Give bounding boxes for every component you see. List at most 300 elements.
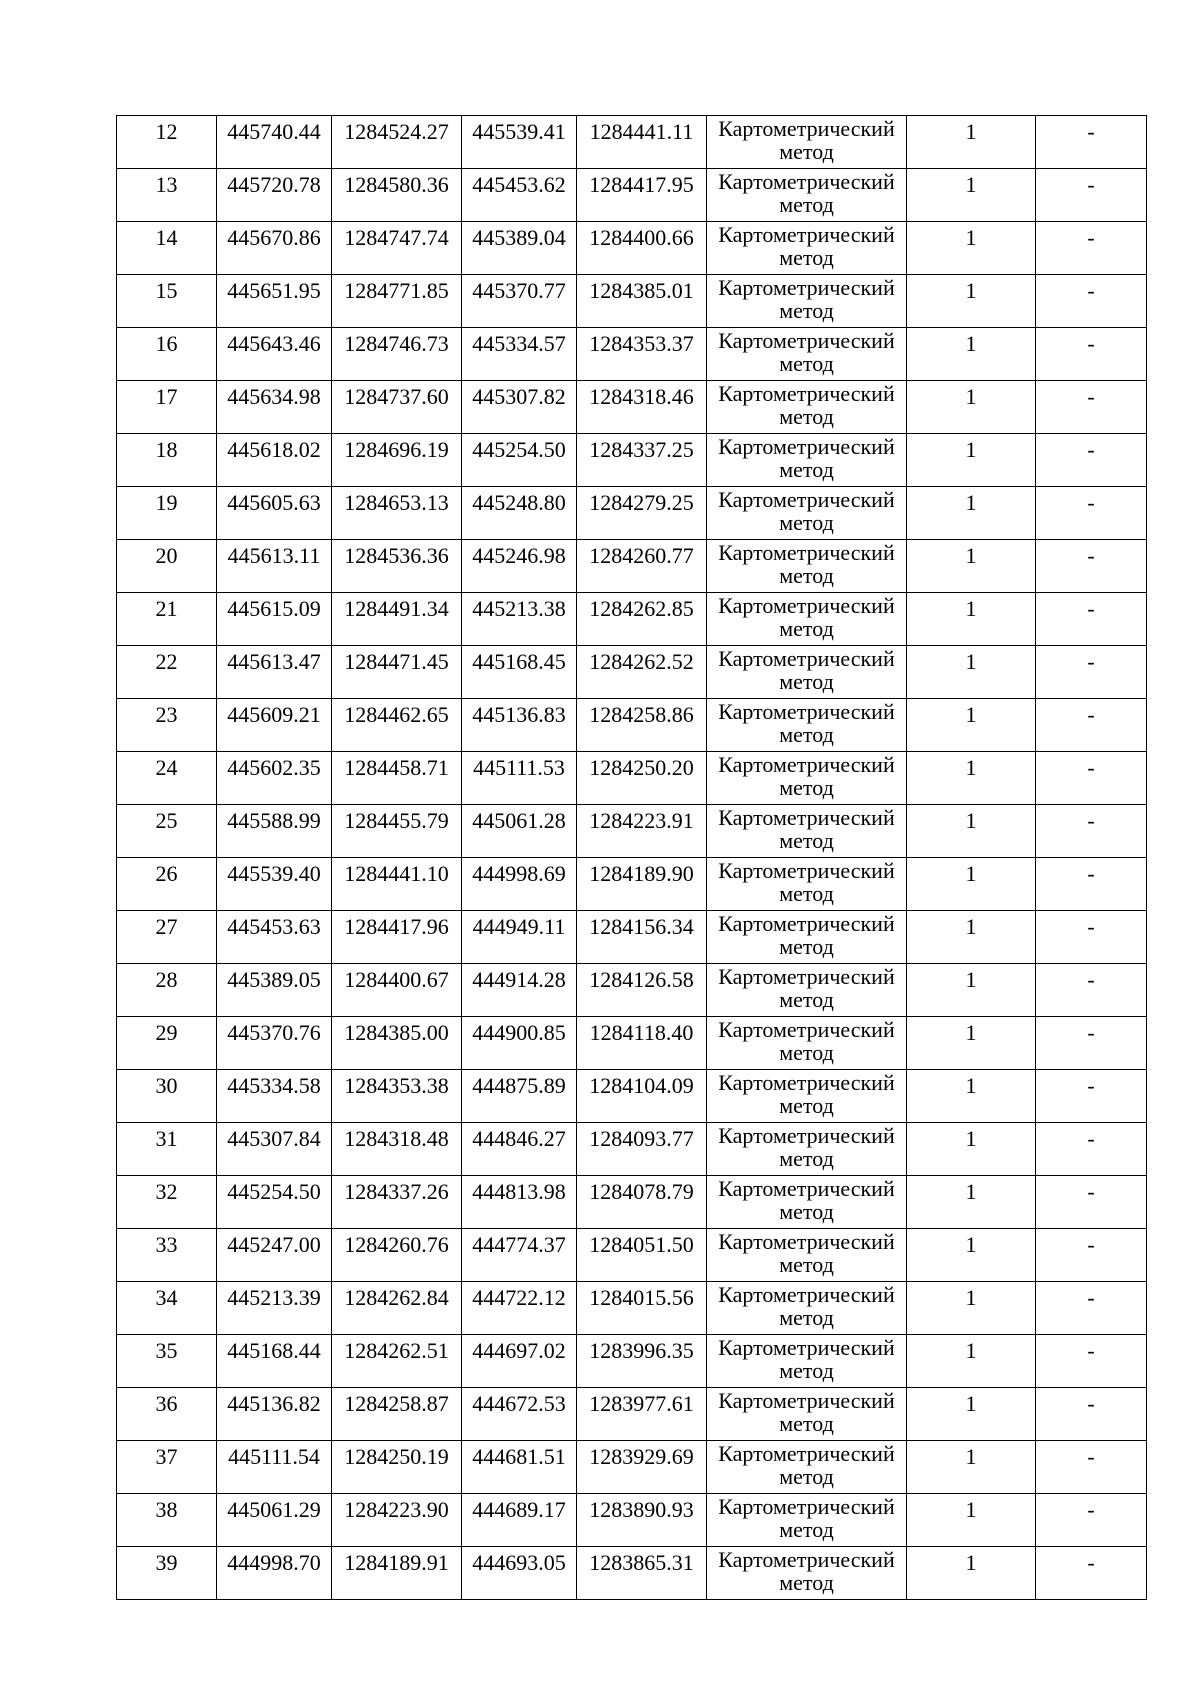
x2-coordinate-cell: 445213.38 bbox=[462, 593, 577, 646]
note-cell: - bbox=[1036, 540, 1147, 593]
x2-coordinate-cell: 444846.27 bbox=[462, 1123, 577, 1176]
method-line-2: метод bbox=[779, 828, 834, 853]
method-line-1: Картометрический bbox=[718, 275, 895, 300]
x2-coordinate-cell: 445111.53 bbox=[462, 752, 577, 805]
method-cell bbox=[707, 1070, 907, 1123]
accuracy-cell: 1 bbox=[907, 487, 1036, 540]
point-number-cell: 17 bbox=[117, 381, 217, 434]
note-cell: - bbox=[1036, 1441, 1147, 1494]
accuracy-cell: 1 bbox=[907, 328, 1036, 381]
note-cell: - bbox=[1036, 487, 1147, 540]
method-cell bbox=[707, 275, 907, 328]
method-line-1: Картометрический bbox=[718, 752, 895, 777]
method-line-2: метод bbox=[779, 934, 834, 959]
point-number-cell: 39 bbox=[117, 1547, 217, 1600]
point-number-cell: 28 bbox=[117, 964, 217, 1017]
method-line-1: Картометрический bbox=[718, 381, 895, 406]
method-line-2: метод bbox=[779, 245, 834, 270]
method-cell bbox=[707, 911, 907, 964]
table-row bbox=[117, 964, 1147, 1017]
table-row bbox=[117, 487, 1147, 540]
x2-coordinate-cell: 444689.17 bbox=[462, 1494, 577, 1547]
x2-coordinate-cell: 445334.57 bbox=[462, 328, 577, 381]
method-line-2: метод bbox=[779, 563, 834, 588]
x1-coordinate-cell: 445651.95 bbox=[217, 275, 332, 328]
method-cell bbox=[707, 858, 907, 911]
point-number-cell: 21 bbox=[117, 593, 217, 646]
table-row bbox=[117, 1335, 1147, 1388]
note-cell: - bbox=[1036, 1282, 1147, 1335]
method-line-2: метод bbox=[779, 139, 834, 164]
note-cell: - bbox=[1036, 328, 1147, 381]
point-number-cell: 16 bbox=[117, 328, 217, 381]
point-number-cell: 27 bbox=[117, 911, 217, 964]
x2-coordinate-cell: 444914.28 bbox=[462, 964, 577, 1017]
method-cell bbox=[707, 222, 907, 275]
method-cell bbox=[707, 1547, 907, 1600]
point-number-cell: 13 bbox=[117, 169, 217, 222]
y1-coordinate-cell: 1284262.84 bbox=[332, 1282, 462, 1335]
x1-coordinate-cell: 445720.78 bbox=[217, 169, 332, 222]
note-cell: - bbox=[1036, 1335, 1147, 1388]
method-line-2: метод bbox=[779, 1252, 834, 1277]
method-cell bbox=[707, 752, 907, 805]
note-cell: - bbox=[1036, 1494, 1147, 1547]
x2-coordinate-cell: 444722.12 bbox=[462, 1282, 577, 1335]
y1-coordinate-cell: 1284524.27 bbox=[332, 116, 462, 169]
y1-coordinate-cell: 1284260.76 bbox=[332, 1229, 462, 1282]
y2-coordinate-cell: 1284118.40 bbox=[577, 1017, 707, 1070]
y2-coordinate-cell: 1284385.01 bbox=[577, 275, 707, 328]
method-line-1: Картометрический bbox=[718, 540, 895, 565]
note-cell: - bbox=[1036, 381, 1147, 434]
note-cell: - bbox=[1036, 1017, 1147, 1070]
table-row bbox=[117, 699, 1147, 752]
y2-coordinate-cell: 1283996.35 bbox=[577, 1335, 707, 1388]
point-number-cell: 26 bbox=[117, 858, 217, 911]
method-line-1: Картометрический bbox=[718, 1070, 895, 1095]
y2-coordinate-cell: 1284093.77 bbox=[577, 1123, 707, 1176]
table-row bbox=[117, 169, 1147, 222]
point-number-cell: 18 bbox=[117, 434, 217, 487]
table-row bbox=[117, 116, 1147, 169]
note-cell: - bbox=[1036, 434, 1147, 487]
accuracy-cell: 1 bbox=[907, 1176, 1036, 1229]
note-cell: - bbox=[1036, 1176, 1147, 1229]
point-number-cell: 24 bbox=[117, 752, 217, 805]
x1-coordinate-cell: 445740.44 bbox=[217, 116, 332, 169]
y1-coordinate-cell: 1284400.67 bbox=[332, 964, 462, 1017]
x1-coordinate-cell: 445136.82 bbox=[217, 1388, 332, 1441]
method-line-2: метод bbox=[779, 1411, 834, 1436]
x1-coordinate-cell: 445605.63 bbox=[217, 487, 332, 540]
y2-coordinate-cell: 1284262.85 bbox=[577, 593, 707, 646]
x2-coordinate-cell: 444949.11 bbox=[462, 911, 577, 964]
y1-coordinate-cell: 1284746.73 bbox=[332, 328, 462, 381]
method-line-1: Картометрический bbox=[718, 699, 895, 724]
table-row bbox=[117, 858, 1147, 911]
x2-coordinate-cell: 444693.05 bbox=[462, 1547, 577, 1600]
table-row bbox=[117, 752, 1147, 805]
method-cell bbox=[707, 964, 907, 1017]
method-line-2: метод bbox=[779, 1570, 834, 1595]
x2-coordinate-cell: 444681.51 bbox=[462, 1441, 577, 1494]
method-line-1: Картометрический bbox=[718, 646, 895, 671]
method-line-1: Картометрический bbox=[718, 1388, 895, 1413]
note-cell: - bbox=[1036, 116, 1147, 169]
note-cell: - bbox=[1036, 911, 1147, 964]
y1-coordinate-cell: 1284318.48 bbox=[332, 1123, 462, 1176]
method-line-2: метод bbox=[779, 1464, 834, 1489]
x1-coordinate-cell: 445670.86 bbox=[217, 222, 332, 275]
method-cell bbox=[707, 1494, 907, 1547]
note-cell: - bbox=[1036, 1229, 1147, 1282]
accuracy-cell: 1 bbox=[907, 1335, 1036, 1388]
accuracy-cell: 1 bbox=[907, 381, 1036, 434]
method-cell bbox=[707, 593, 907, 646]
method-line-1: Картометрический bbox=[718, 805, 895, 830]
method-cell bbox=[707, 434, 907, 487]
point-number-cell: 15 bbox=[117, 275, 217, 328]
table-row bbox=[117, 1441, 1147, 1494]
accuracy-cell: 1 bbox=[907, 1017, 1036, 1070]
x1-coordinate-cell: 445634.98 bbox=[217, 381, 332, 434]
method-line-1: Картометрический bbox=[718, 1017, 895, 1042]
y1-coordinate-cell: 1284696.19 bbox=[332, 434, 462, 487]
note-cell: - bbox=[1036, 1388, 1147, 1441]
accuracy-cell: 1 bbox=[907, 858, 1036, 911]
x2-coordinate-cell: 444998.69 bbox=[462, 858, 577, 911]
note-cell: - bbox=[1036, 593, 1147, 646]
method-line-2: метод bbox=[779, 775, 834, 800]
x2-coordinate-cell: 445370.77 bbox=[462, 275, 577, 328]
method-line-2: метод bbox=[779, 351, 834, 376]
method-line-1: Картометрический bbox=[718, 1176, 895, 1201]
y2-coordinate-cell: 1284417.95 bbox=[577, 169, 707, 222]
table-row bbox=[117, 434, 1147, 487]
accuracy-cell: 1 bbox=[907, 1282, 1036, 1335]
method-line-2: метод bbox=[779, 1199, 834, 1224]
y1-coordinate-cell: 1284189.91 bbox=[332, 1547, 462, 1600]
x1-coordinate-cell: 445061.29 bbox=[217, 1494, 332, 1547]
accuracy-cell: 1 bbox=[907, 1229, 1036, 1282]
table-row bbox=[117, 1176, 1147, 1229]
accuracy-cell: 1 bbox=[907, 169, 1036, 222]
method-cell bbox=[707, 1229, 907, 1282]
table-row bbox=[117, 275, 1147, 328]
note-cell: - bbox=[1036, 275, 1147, 328]
x2-coordinate-cell: 444900.85 bbox=[462, 1017, 577, 1070]
accuracy-cell: 1 bbox=[907, 275, 1036, 328]
method-cell bbox=[707, 116, 907, 169]
y2-coordinate-cell: 1284156.34 bbox=[577, 911, 707, 964]
method-cell bbox=[707, 328, 907, 381]
y2-coordinate-cell: 1283865.31 bbox=[577, 1547, 707, 1600]
method-cell bbox=[707, 381, 907, 434]
method-line-1: Картометрический bbox=[718, 1441, 895, 1466]
note-cell: - bbox=[1036, 805, 1147, 858]
coordinates-table bbox=[116, 115, 1147, 1600]
table-body bbox=[117, 116, 1147, 1600]
point-number-cell: 23 bbox=[117, 699, 217, 752]
method-line-2: метод bbox=[779, 1146, 834, 1171]
table-row bbox=[117, 540, 1147, 593]
method-line-1: Картометрический bbox=[718, 222, 895, 247]
y2-coordinate-cell: 1284260.77 bbox=[577, 540, 707, 593]
accuracy-cell: 1 bbox=[907, 911, 1036, 964]
x1-coordinate-cell: 445168.44 bbox=[217, 1335, 332, 1388]
point-number-cell: 35 bbox=[117, 1335, 217, 1388]
x2-coordinate-cell: 445254.50 bbox=[462, 434, 577, 487]
method-cell bbox=[707, 1017, 907, 1070]
table-row bbox=[117, 222, 1147, 275]
x1-coordinate-cell: 445588.99 bbox=[217, 805, 332, 858]
accuracy-cell: 1 bbox=[907, 699, 1036, 752]
point-number-cell: 19 bbox=[117, 487, 217, 540]
note-cell: - bbox=[1036, 752, 1147, 805]
method-line-2: метод bbox=[779, 1358, 834, 1383]
x1-coordinate-cell: 445602.35 bbox=[217, 752, 332, 805]
x2-coordinate-cell: 445061.28 bbox=[462, 805, 577, 858]
accuracy-cell: 1 bbox=[907, 646, 1036, 699]
y1-coordinate-cell: 1284455.79 bbox=[332, 805, 462, 858]
accuracy-cell: 1 bbox=[907, 434, 1036, 487]
y2-coordinate-cell: 1284223.91 bbox=[577, 805, 707, 858]
accuracy-cell: 1 bbox=[907, 1123, 1036, 1176]
method-line-1: Картометрический bbox=[718, 1547, 895, 1572]
point-number-cell: 29 bbox=[117, 1017, 217, 1070]
x1-coordinate-cell: 445213.39 bbox=[217, 1282, 332, 1335]
y1-coordinate-cell: 1284536.36 bbox=[332, 540, 462, 593]
y1-coordinate-cell: 1284737.60 bbox=[332, 381, 462, 434]
point-number-cell: 31 bbox=[117, 1123, 217, 1176]
y1-coordinate-cell: 1284385.00 bbox=[332, 1017, 462, 1070]
point-number-cell: 32 bbox=[117, 1176, 217, 1229]
x1-coordinate-cell: 445643.46 bbox=[217, 328, 332, 381]
method-line-2: метод bbox=[779, 616, 834, 641]
y2-coordinate-cell: 1283890.93 bbox=[577, 1494, 707, 1547]
method-line-2: метод bbox=[779, 987, 834, 1012]
y2-coordinate-cell: 1284337.25 bbox=[577, 434, 707, 487]
accuracy-cell: 1 bbox=[907, 964, 1036, 1017]
table-row bbox=[117, 328, 1147, 381]
x1-coordinate-cell: 445334.58 bbox=[217, 1070, 332, 1123]
method-line-1: Картометрический bbox=[718, 328, 895, 353]
method-line-1: Картометрический bbox=[718, 1335, 895, 1360]
method-cell bbox=[707, 169, 907, 222]
point-number-cell: 25 bbox=[117, 805, 217, 858]
table-row bbox=[117, 1070, 1147, 1123]
note-cell: - bbox=[1036, 964, 1147, 1017]
table-row bbox=[117, 1123, 1147, 1176]
y1-coordinate-cell: 1284258.87 bbox=[332, 1388, 462, 1441]
method-line-2: метод bbox=[779, 404, 834, 429]
y2-coordinate-cell: 1284104.09 bbox=[577, 1070, 707, 1123]
y1-coordinate-cell: 1284417.96 bbox=[332, 911, 462, 964]
method-cell bbox=[707, 805, 907, 858]
method-cell bbox=[707, 487, 907, 540]
method-cell bbox=[707, 540, 907, 593]
x2-coordinate-cell: 445246.98 bbox=[462, 540, 577, 593]
y1-coordinate-cell: 1284262.51 bbox=[332, 1335, 462, 1388]
x1-coordinate-cell: 445618.02 bbox=[217, 434, 332, 487]
method-cell bbox=[707, 1388, 907, 1441]
y1-coordinate-cell: 1284653.13 bbox=[332, 487, 462, 540]
point-number-cell: 38 bbox=[117, 1494, 217, 1547]
y2-coordinate-cell: 1284318.46 bbox=[577, 381, 707, 434]
point-number-cell: 30 bbox=[117, 1070, 217, 1123]
x2-coordinate-cell: 444672.53 bbox=[462, 1388, 577, 1441]
note-cell: - bbox=[1036, 1070, 1147, 1123]
table-row bbox=[117, 646, 1147, 699]
method-cell bbox=[707, 1123, 907, 1176]
method-line-1: Картометрический bbox=[718, 434, 895, 459]
table-row bbox=[117, 911, 1147, 964]
y1-coordinate-cell: 1284580.36 bbox=[332, 169, 462, 222]
table-row bbox=[117, 1017, 1147, 1070]
point-number-cell: 14 bbox=[117, 222, 217, 275]
note-cell: - bbox=[1036, 1547, 1147, 1600]
x1-coordinate-cell: 445389.05 bbox=[217, 964, 332, 1017]
x1-coordinate-cell: 445613.11 bbox=[217, 540, 332, 593]
y2-coordinate-cell: 1284400.66 bbox=[577, 222, 707, 275]
accuracy-cell: 1 bbox=[907, 116, 1036, 169]
point-number-cell: 12 bbox=[117, 116, 217, 169]
x1-coordinate-cell: 445247.00 bbox=[217, 1229, 332, 1282]
y2-coordinate-cell: 1284441.11 bbox=[577, 116, 707, 169]
note-cell: - bbox=[1036, 1123, 1147, 1176]
x1-coordinate-cell: 445613.47 bbox=[217, 646, 332, 699]
method-line-2: метод bbox=[779, 669, 834, 694]
method-line-2: метод bbox=[779, 298, 834, 323]
table-row bbox=[117, 1388, 1147, 1441]
x2-coordinate-cell: 444774.37 bbox=[462, 1229, 577, 1282]
y1-coordinate-cell: 1284441.10 bbox=[332, 858, 462, 911]
method-line-2: метод bbox=[779, 1040, 834, 1065]
y2-coordinate-cell: 1284078.79 bbox=[577, 1176, 707, 1229]
y1-coordinate-cell: 1284250.19 bbox=[332, 1441, 462, 1494]
note-cell: - bbox=[1036, 699, 1147, 752]
accuracy-cell: 1 bbox=[907, 752, 1036, 805]
method-line-1: Картометрический bbox=[718, 487, 895, 512]
y1-coordinate-cell: 1284223.90 bbox=[332, 1494, 462, 1547]
method-line-1: Картометрический bbox=[718, 1282, 895, 1307]
y1-coordinate-cell: 1284458.71 bbox=[332, 752, 462, 805]
x2-coordinate-cell: 445389.04 bbox=[462, 222, 577, 275]
y2-coordinate-cell: 1283929.69 bbox=[577, 1441, 707, 1494]
method-cell bbox=[707, 1335, 907, 1388]
accuracy-cell: 1 bbox=[907, 222, 1036, 275]
table-row bbox=[117, 593, 1147, 646]
method-line-1: Картометрический bbox=[718, 1123, 895, 1148]
accuracy-cell: 1 bbox=[907, 805, 1036, 858]
x1-coordinate-cell: 445453.63 bbox=[217, 911, 332, 964]
x1-coordinate-cell: 445615.09 bbox=[217, 593, 332, 646]
note-cell: - bbox=[1036, 858, 1147, 911]
y1-coordinate-cell: 1284353.38 bbox=[332, 1070, 462, 1123]
accuracy-cell: 1 bbox=[907, 1494, 1036, 1547]
method-line-2: метод bbox=[779, 1093, 834, 1118]
accuracy-cell: 1 bbox=[907, 1388, 1036, 1441]
y1-coordinate-cell: 1284747.74 bbox=[332, 222, 462, 275]
x1-coordinate-cell: 445370.76 bbox=[217, 1017, 332, 1070]
point-number-cell: 34 bbox=[117, 1282, 217, 1335]
method-line-2: метод bbox=[779, 457, 834, 482]
y1-coordinate-cell: 1284491.34 bbox=[332, 593, 462, 646]
y2-coordinate-cell: 1284051.50 bbox=[577, 1229, 707, 1282]
method-line-1: Картометрический bbox=[718, 858, 895, 883]
method-cell bbox=[707, 1282, 907, 1335]
accuracy-cell: 1 bbox=[907, 1547, 1036, 1600]
x1-coordinate-cell: 445609.21 bbox=[217, 699, 332, 752]
point-number-cell: 20 bbox=[117, 540, 217, 593]
y1-coordinate-cell: 1284471.45 bbox=[332, 646, 462, 699]
method-line-1: Картометрический bbox=[718, 964, 895, 989]
x2-coordinate-cell: 445539.41 bbox=[462, 116, 577, 169]
accuracy-cell: 1 bbox=[907, 1070, 1036, 1123]
note-cell: - bbox=[1036, 169, 1147, 222]
point-number-cell: 33 bbox=[117, 1229, 217, 1282]
y2-coordinate-cell: 1284262.52 bbox=[577, 646, 707, 699]
x2-coordinate-cell: 445307.82 bbox=[462, 381, 577, 434]
accuracy-cell: 1 bbox=[907, 593, 1036, 646]
y2-coordinate-cell: 1284279.25 bbox=[577, 487, 707, 540]
method-line-1: Картометрический bbox=[718, 1494, 895, 1519]
method-line-2: метод bbox=[779, 510, 834, 535]
method-line-2: метод bbox=[779, 881, 834, 906]
y1-coordinate-cell: 1284771.85 bbox=[332, 275, 462, 328]
accuracy-cell: 1 bbox=[907, 1441, 1036, 1494]
note-cell: - bbox=[1036, 646, 1147, 699]
method-cell bbox=[707, 1176, 907, 1229]
y1-coordinate-cell: 1284462.65 bbox=[332, 699, 462, 752]
table-row bbox=[117, 1547, 1147, 1600]
x2-coordinate-cell: 444813.98 bbox=[462, 1176, 577, 1229]
table-row bbox=[117, 1229, 1147, 1282]
y2-coordinate-cell: 1284189.90 bbox=[577, 858, 707, 911]
method-line-1: Картометрический bbox=[718, 116, 895, 141]
method-line-1: Картометрический bbox=[718, 593, 895, 618]
x1-coordinate-cell: 445307.84 bbox=[217, 1123, 332, 1176]
x2-coordinate-cell: 445168.45 bbox=[462, 646, 577, 699]
x2-coordinate-cell: 445248.80 bbox=[462, 487, 577, 540]
x2-coordinate-cell: 444875.89 bbox=[462, 1070, 577, 1123]
x2-coordinate-cell: 445453.62 bbox=[462, 169, 577, 222]
table-row bbox=[117, 1282, 1147, 1335]
table-row bbox=[117, 381, 1147, 434]
method-cell bbox=[707, 1441, 907, 1494]
y2-coordinate-cell: 1284250.20 bbox=[577, 752, 707, 805]
x1-coordinate-cell: 445111.54 bbox=[217, 1441, 332, 1494]
table-row bbox=[117, 805, 1147, 858]
method-line-2: метод bbox=[779, 1517, 834, 1542]
y2-coordinate-cell: 1284353.37 bbox=[577, 328, 707, 381]
method-line-1: Картометрический bbox=[718, 911, 895, 936]
method-line-2: метод bbox=[779, 1305, 834, 1330]
method-line-1: Картометрический bbox=[718, 1229, 895, 1254]
x1-coordinate-cell: 444998.70 bbox=[217, 1547, 332, 1600]
y2-coordinate-cell: 1284126.58 bbox=[577, 964, 707, 1017]
x1-coordinate-cell: 445254.50 bbox=[217, 1176, 332, 1229]
method-cell bbox=[707, 646, 907, 699]
y1-coordinate-cell: 1284337.26 bbox=[332, 1176, 462, 1229]
x1-coordinate-cell: 445539.40 bbox=[217, 858, 332, 911]
point-number-cell: 36 bbox=[117, 1388, 217, 1441]
y2-coordinate-cell: 1284258.86 bbox=[577, 699, 707, 752]
method-line-2: метод bbox=[779, 192, 834, 217]
x2-coordinate-cell: 445136.83 bbox=[462, 699, 577, 752]
note-cell: - bbox=[1036, 222, 1147, 275]
